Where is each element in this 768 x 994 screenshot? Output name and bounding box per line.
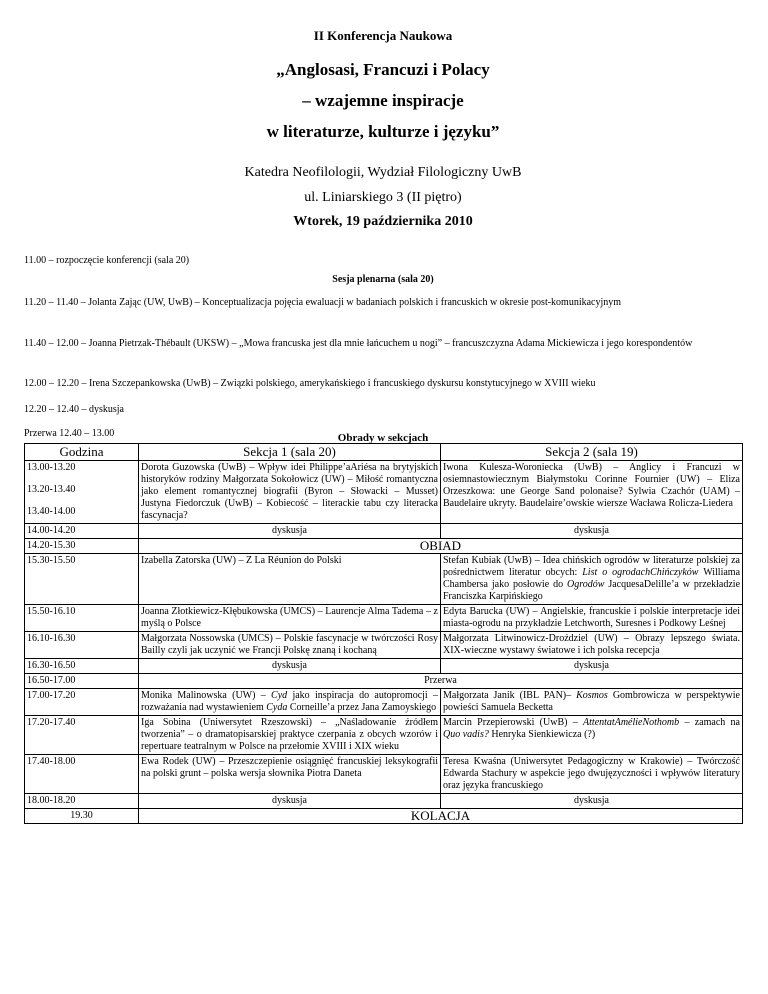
opening-line: 11.00 – rozpoczęcie konferencji (sala 20) (24, 255, 190, 266)
text-part: Gombrowicza w perspektywie powieści Samuela Becketta (443, 690, 740, 713)
break-cell: Przerwa (139, 674, 743, 689)
time-cell: 18.00-18.20 (25, 794, 139, 809)
text-part: Stefan Kubiak (UwB) – Idea chińskich ogrodów w literaturze polskiej za pośrednictwem literatur obcych: (443, 555, 740, 578)
title-italic: List o ogrodachChińczyków (582, 567, 699, 578)
section-1-cell: Izabella Zatorska (UW) – Z La Réunion do Polski (139, 554, 441, 605)
section-2-cell: Małgorzata Litwinowicz-Droździel (UW) – Obrazy lepszego świata. XIX-wieczne wystawy światowe i ich polska recepcja (441, 632, 743, 659)
plenary-item: 11.40 – 12.00 – Joanna Pietrzak-Thébault (UKSW) – „Mowa francuska jest dla mnie łańcuchem u nogi” – francuszczyzna Adama Mickiewicza i jego korespondentów (24, 338, 693, 349)
section-2-cell: Edyta Barucka (UW) – Angielskie, francuskie i polskie interpretacje idei miasta-ogrodu na przykładzie Letchworth, Suresnes i Podkowy Leśnej (441, 605, 743, 632)
title-italic: Cyda (266, 702, 288, 713)
time: 13.40-14.00 (27, 506, 76, 517)
discussion-cell: dyskusja (441, 659, 743, 674)
table-row (25, 554, 743, 605)
table-header-row (25, 444, 743, 461)
text-part: Williama Chambersa jako posłowie do (443, 567, 741, 590)
text-part: Małgorzata Janik (IBL PAN)– (443, 690, 572, 701)
text-part: jako inspiracja do autopromocji – rozważania nad wystawieniem (141, 690, 438, 713)
text-part: Monika Malinowska (UW) – (141, 690, 266, 701)
header-time: Godzina (25, 444, 139, 461)
time: 13.00-13.20 (27, 462, 76, 473)
discussion-cell: dyskusja (441, 794, 743, 809)
discussion-cell: dyskusja (441, 524, 743, 539)
header-section-2: Sekcja 2 (sala 19) (441, 444, 743, 461)
section-2-cell: Teresa Kwaśna (Uniwersytet Pedagogiczny w Krakowie) – Twórczość Edwarda Stachury w aspekcie jego dwujęzyczności i wpływów literatury oraz języka francuskiego (441, 755, 743, 794)
section-1-cell: Małgorzata Nossowska (UMCS) – Polskie fascynacje w twórczości Rosy Bailly czyli jak uczynić we Francji Polskę znaną i kochaną (139, 632, 441, 659)
text-part: Marcin Przepierowski (UwB) – (443, 717, 578, 728)
time: 13.20-13.40 (27, 484, 76, 495)
section-1-cell: Ewa Rodek (UW) – Przeszczepienie osiągnięć francuskiej leksykografii na polski grunt – polska wersja słownika Piotra Daneta (139, 755, 441, 794)
title-italic: Ogrodów (567, 579, 605, 590)
time-cell: 14.20-15.30 (25, 539, 139, 554)
time-cell: 15.30-15.50 (25, 554, 139, 605)
section-1-cell: Dorota Guzowska (UwB) – Wpływ idei Philippe’aAriésa na brytyjskich historyków rodziny Małgorzata Sokołowicz (UW) – Miłość romantyczna jako element romantycznej biografii (Byron – Słowacki – Musset) Justyna Fiedorczuk (UwB) – Kobiecość – literackie tabu czy literacka fascynacja? (139, 461, 441, 524)
time-cell (25, 461, 139, 524)
time-cell: 14.00-14.20 (25, 524, 139, 539)
text-part: Corneille’a przez Jana Zamoyskiego (289, 702, 437, 713)
table-row (25, 689, 743, 716)
title-line-1: „Anglosasi, Francuzi i Polacy (276, 60, 490, 79)
time-cell: 16.50-17.00 (25, 674, 139, 689)
plenary-item: 12.00 – 12.20 – Irena Szczepankowska (UwB) – Związki polskiego, amerykańskiego i francuskiego dyskursu konstytucyjnego w XVIII wieku (24, 378, 596, 389)
discussion-cell: dyskusja (139, 524, 441, 539)
table-row (25, 539, 743, 554)
dinner-cell: KOLACJA (139, 809, 743, 824)
plenary-title: Sesja plenarna (sala 20) (332, 274, 434, 285)
time-cell: 17.20-17.40 (25, 716, 139, 755)
table-row (25, 632, 743, 659)
table-row (25, 674, 743, 689)
title-line-2: – wzajemne inspiracje (302, 91, 464, 110)
break-line: Przerwa 12.40 – 13.00 (24, 428, 115, 439)
title-italic: Cyd (271, 690, 288, 701)
text-part: JacquesaDelille’a w przekładzie Franciszka Karpińskiego (443, 579, 741, 602)
header-section-1: Sekcja 1 (sala 20) (139, 444, 441, 461)
section-2-cell (441, 554, 743, 605)
time-cell: 16.10-16.30 (25, 632, 139, 659)
discussion-cell: dyskusja (139, 794, 441, 809)
lunch-cell: OBIAD (139, 539, 743, 554)
date: Wtorek, 19 października 2010 (293, 214, 473, 229)
time-cell: 19.30 (25, 809, 139, 824)
text-part: – zamach na (684, 717, 740, 728)
time-cell: 17.40-18.00 (25, 755, 139, 794)
time-cell: 16.30-16.50 (25, 659, 139, 674)
discussion-cell: dyskusja (139, 659, 441, 674)
table-row (25, 716, 743, 755)
table-row (25, 659, 743, 674)
plenary-item: 11.20 – 11.40 – Jolanta Zając (UW, UwB) – Konceptualizacja pojęcia ewaluacji w badaniach polskich i francuskich w okresie post-komunikacyjnym (24, 297, 622, 308)
time-cell: 15.50-16.10 (25, 605, 139, 632)
section-2-cell (441, 716, 743, 755)
schedule-table (24, 443, 743, 824)
section-2-cell: Iwona Kulesza-Woroniecka (UwB) – Anglicy i Francuzi w osiemnastowiecznym Białymstoku Corinne Fournier (UW) – Eliza Orzeszkowa: une George Sand polonaise? Sylwia Czachór (UAM) – Baudelaire ukryty. Baudelaire’owskie wiersze Wacława Rolicza-Liedera (441, 461, 743, 524)
section-1-cell (139, 689, 441, 716)
section-2-cell (441, 689, 743, 716)
conference-number: II Konferencja Naukowa (313, 28, 453, 43)
table-row (25, 605, 743, 632)
table-row (25, 461, 743, 524)
section-1-cell: Iga Sobina (Uniwersytet Rzeszowski) – „Naśladowanie źródłem tworzenia” – o dramatopisarskiej praktyce czerpania z obcych wzorów i repertuare teatralnym w Polsce na przełomie XVIII i XIX wieku (139, 716, 441, 755)
plenary-item: 12.20 – 12.40 – dyskusja (24, 404, 124, 415)
section-1-cell: Joanna Złotkiewicz-Kłębukowska (UMCS) – Laurencje Alma Tadema – z myślą o Polsce (139, 605, 441, 632)
time-cell: 17.00-17.20 (25, 689, 139, 716)
address: ul. Liniarskiego 3 (II piętro) (304, 190, 462, 205)
table-row (25, 794, 743, 809)
title-line-3: w literaturze, kulturze i języku” (266, 122, 500, 141)
table-row (25, 809, 743, 824)
title-italic: Kosmos (576, 690, 608, 701)
text-part: Henryka Sienkiewicza (?) (491, 729, 596, 740)
sections-title: Obrady w sekcjach (337, 432, 429, 444)
table-row (25, 524, 743, 539)
table-row (25, 755, 743, 794)
title-italic: Quo vadis? (443, 729, 489, 740)
title-italic: AttentatAmélieNothomb (583, 717, 680, 728)
organizer: Katedra Neofilologii, Wydział Filologiczny UwB (244, 165, 522, 180)
